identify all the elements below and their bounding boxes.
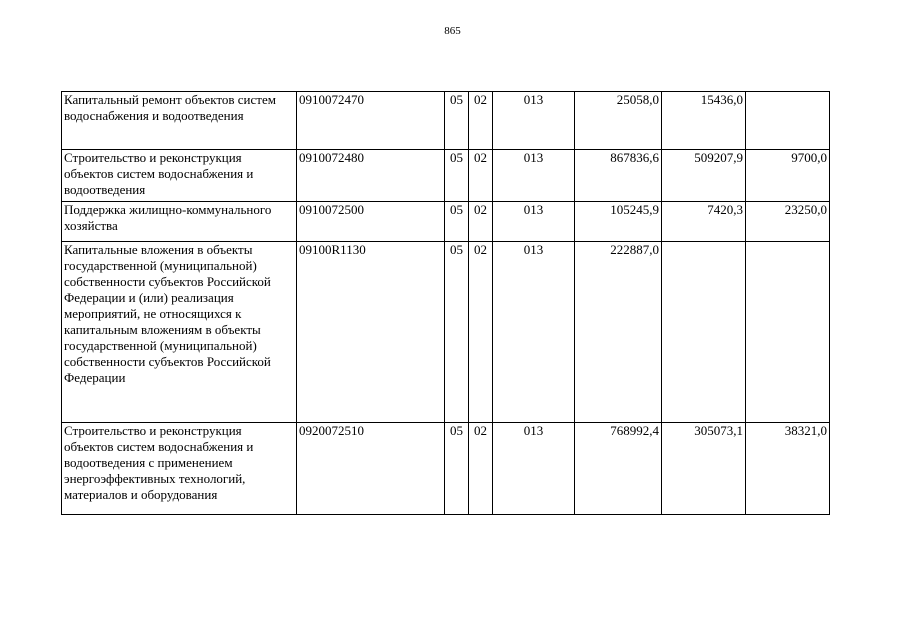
row-name-cell: Строительство и реконструкция объектов систем водоснабжения и водоотведения с применением энергоэффективных технологий, материалов и оборудования — [62, 423, 297, 515]
row-sum-2-cell: 7420,3 — [662, 202, 746, 242]
row-subsection-cell: 02 — [469, 92, 493, 150]
row-sum-3-cell: 38321,0 — [746, 423, 830, 515]
row-sum-3-cell: 23250,0 — [746, 202, 830, 242]
row-sum-1-cell: 768992,4 — [575, 423, 662, 515]
row-expense-type-cell: 013 — [493, 92, 575, 150]
row-code-cell: 0920072510 — [297, 423, 445, 515]
row-name-cell: Капитальные вложения в объекты государственной (муниципальной) собственности субъектов Российской Федерации и (или) реализация мероприятий, не относящихся к капитальным вложениям в объекты государственной (муниципальной) собственности субъектов Российской Федерации — [62, 242, 297, 423]
row-sum-3-cell: 9700,0 — [746, 150, 830, 202]
row-code-cell: 09100R1130 — [297, 242, 445, 423]
table-row — [62, 150, 830, 202]
row-expense-type-cell: 013 — [493, 202, 575, 242]
page-number: 865 — [444, 25, 461, 37]
row-subsection-cell: 02 — [469, 242, 493, 423]
row-sum-2-cell: 509207,9 — [662, 150, 746, 202]
table-row — [62, 242, 830, 423]
table-row — [62, 92, 830, 150]
budget-table — [61, 91, 830, 515]
row-section-cell: 05 — [445, 202, 469, 242]
row-code-cell: 0910072470 — [297, 92, 445, 150]
row-code-cell: 0910072480 — [297, 150, 445, 202]
row-expense-type-cell: 013 — [493, 242, 575, 423]
row-sum-3-cell — [746, 242, 830, 423]
row-subsection-cell: 02 — [469, 150, 493, 202]
row-sum-2-cell: 15436,0 — [662, 92, 746, 150]
row-sum-1-cell: 867836,6 — [575, 150, 662, 202]
row-sum-2-cell: 305073,1 — [662, 423, 746, 515]
row-section-cell: 05 — [445, 92, 469, 150]
row-subsection-cell: 02 — [469, 423, 493, 515]
row-section-cell: 05 — [445, 423, 469, 515]
row-name-cell: Поддержка жилищно-коммунального хозяйства — [62, 202, 297, 242]
row-sum-1-cell: 105245,9 — [575, 202, 662, 242]
row-section-cell: 05 — [445, 150, 469, 202]
row-sum-3-cell — [746, 92, 830, 150]
row-code-cell: 0910072500 — [297, 202, 445, 242]
row-expense-type-cell: 013 — [493, 423, 575, 515]
table-row — [62, 202, 830, 242]
row-name-cell: Строительство и реконструкция объектов систем водоснабжения и водоотведения — [62, 150, 297, 202]
row-section-cell: 05 — [445, 242, 469, 423]
row-expense-type-cell: 013 — [493, 150, 575, 202]
table-row — [62, 423, 830, 515]
row-sum-1-cell: 222887,0 — [575, 242, 662, 423]
row-subsection-cell: 02 — [469, 202, 493, 242]
row-sum-2-cell — [662, 242, 746, 423]
row-name-cell: Капитальный ремонт объектов систем водоснабжения и водоотведения — [62, 92, 297, 150]
row-sum-1-cell: 25058,0 — [575, 92, 662, 150]
